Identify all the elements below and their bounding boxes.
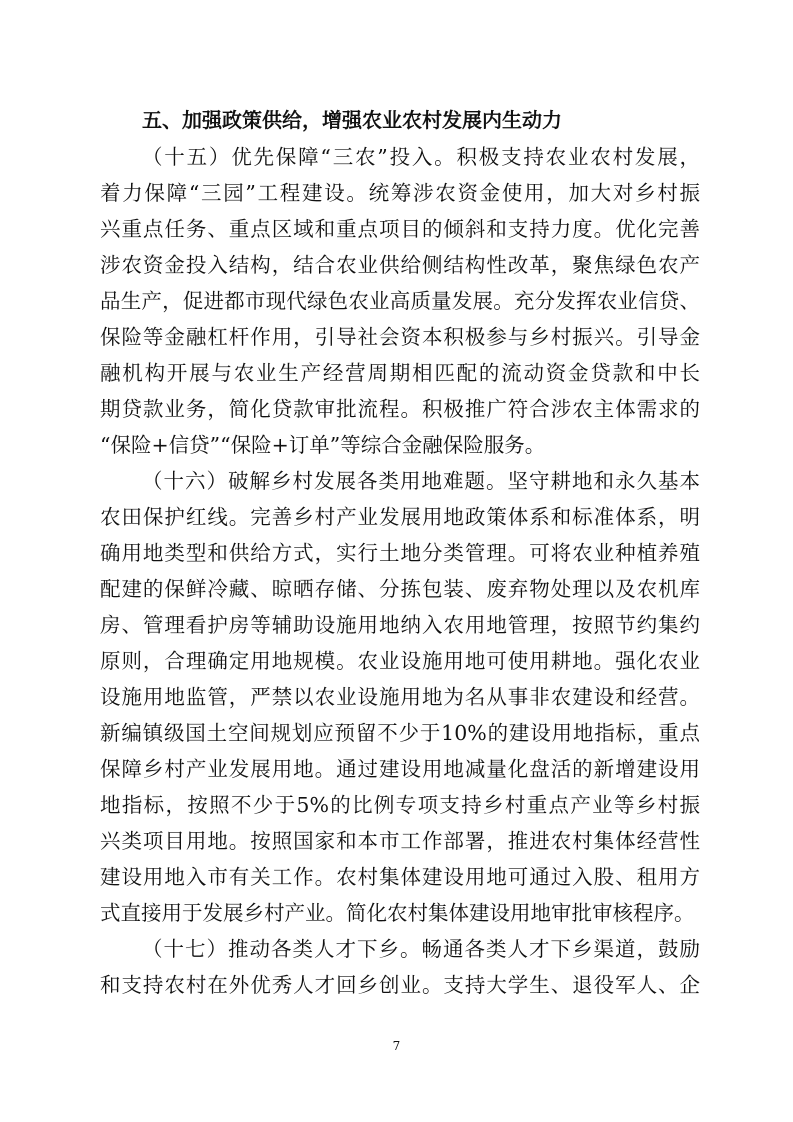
paragraph-line: 保险等金融杠杆作用，引导社会资本积极参与乡村振兴。引导金 xyxy=(100,325,700,349)
paragraph-line: 建设用地入市有关工作。农村集体建设用地可通过入股、租用方 xyxy=(100,865,700,889)
paragraph-line: 融机构开展与农业生产经营周期相匹配的流动资金贷款和中长 xyxy=(100,361,700,385)
paragraph-line: 期贷款业务，简化贷款审批流程。积极推广符合涉农主体需求的 xyxy=(100,397,700,421)
paragraph-line: （十七）推动各类人才下乡。畅通各类人才下乡渠道，鼓励 xyxy=(142,937,700,961)
paragraph-line: 品生产，促进都市现代绿色农业高质量发展。充分发挥农业信贷、 xyxy=(100,289,700,313)
paragraph-line: 确用地类型和供给方式，实行土地分类管理。可将农业种植养殖 xyxy=(100,541,700,565)
paragraph-line: 新编镇级国土空间规划应预留不少于10%的建设用地指标，重点 xyxy=(100,721,700,745)
paragraph-line: 原则，合理确定用地规模。农业设施用地可使用耕地。强化农业 xyxy=(100,649,700,673)
page-number: 7 xyxy=(392,1039,401,1053)
paragraph-line: 着力保障“三园”工程建设。统筹涉农资金使用，加大对乡村振 xyxy=(100,181,700,205)
paragraph-line: （十五）优先保障“三农”投入。积极支持农业农村发展， xyxy=(142,145,700,169)
section-heading: 五、加强政策供给，增强农业农村发展内生动力 xyxy=(142,108,562,132)
paragraph-line: （十六）破解乡村发展各类用地难题。坚守耕地和永久基本 xyxy=(142,469,700,493)
paragraph-line: 式直接用于发展乡村产业。简化农村集体建设用地审批审核程序。 xyxy=(100,901,695,925)
paragraph-line: “保险+信贷”“保险+订单”等综合金融保险服务。 xyxy=(100,433,546,457)
paragraph-line: 保障乡村产业发展用地。通过建设用地减量化盘活的新增建设用 xyxy=(100,757,700,781)
paragraph-line: 兴重点任务、重点区域和重点项目的倾斜和支持力度。优化完善 xyxy=(100,217,700,241)
paragraph-line: 设施用地监管，严禁以农业设施用地为名从事非农建设和经营。 xyxy=(100,685,700,709)
paragraph-line: 农田保护红线。完善乡村产业发展用地政策体系和标准体系，明 xyxy=(100,505,700,529)
paragraph-line: 兴类项目用地。按照国家和本市工作部署，推进农村集体经营性 xyxy=(100,829,700,853)
paragraph-line: 配建的保鲜冷藏、晾晒存储、分拣包装、废弃物处理以及农机库 xyxy=(100,577,700,601)
paragraph-line: 涉农资金投入结构，结合农业供给侧结构性改革，聚焦绿色农产 xyxy=(100,253,700,277)
paragraph-line: 和支持农村在外优秀人才回乡创业。支持大学生、退役军人、企 xyxy=(100,973,700,997)
paragraph-line: 房、管理看护房等辅助设施用地纳入农用地管理，按照节约集约 xyxy=(100,613,700,637)
paragraph-line: 地指标，按照不少于5%的比例专项支持乡村重点产业等乡村振 xyxy=(100,793,700,817)
